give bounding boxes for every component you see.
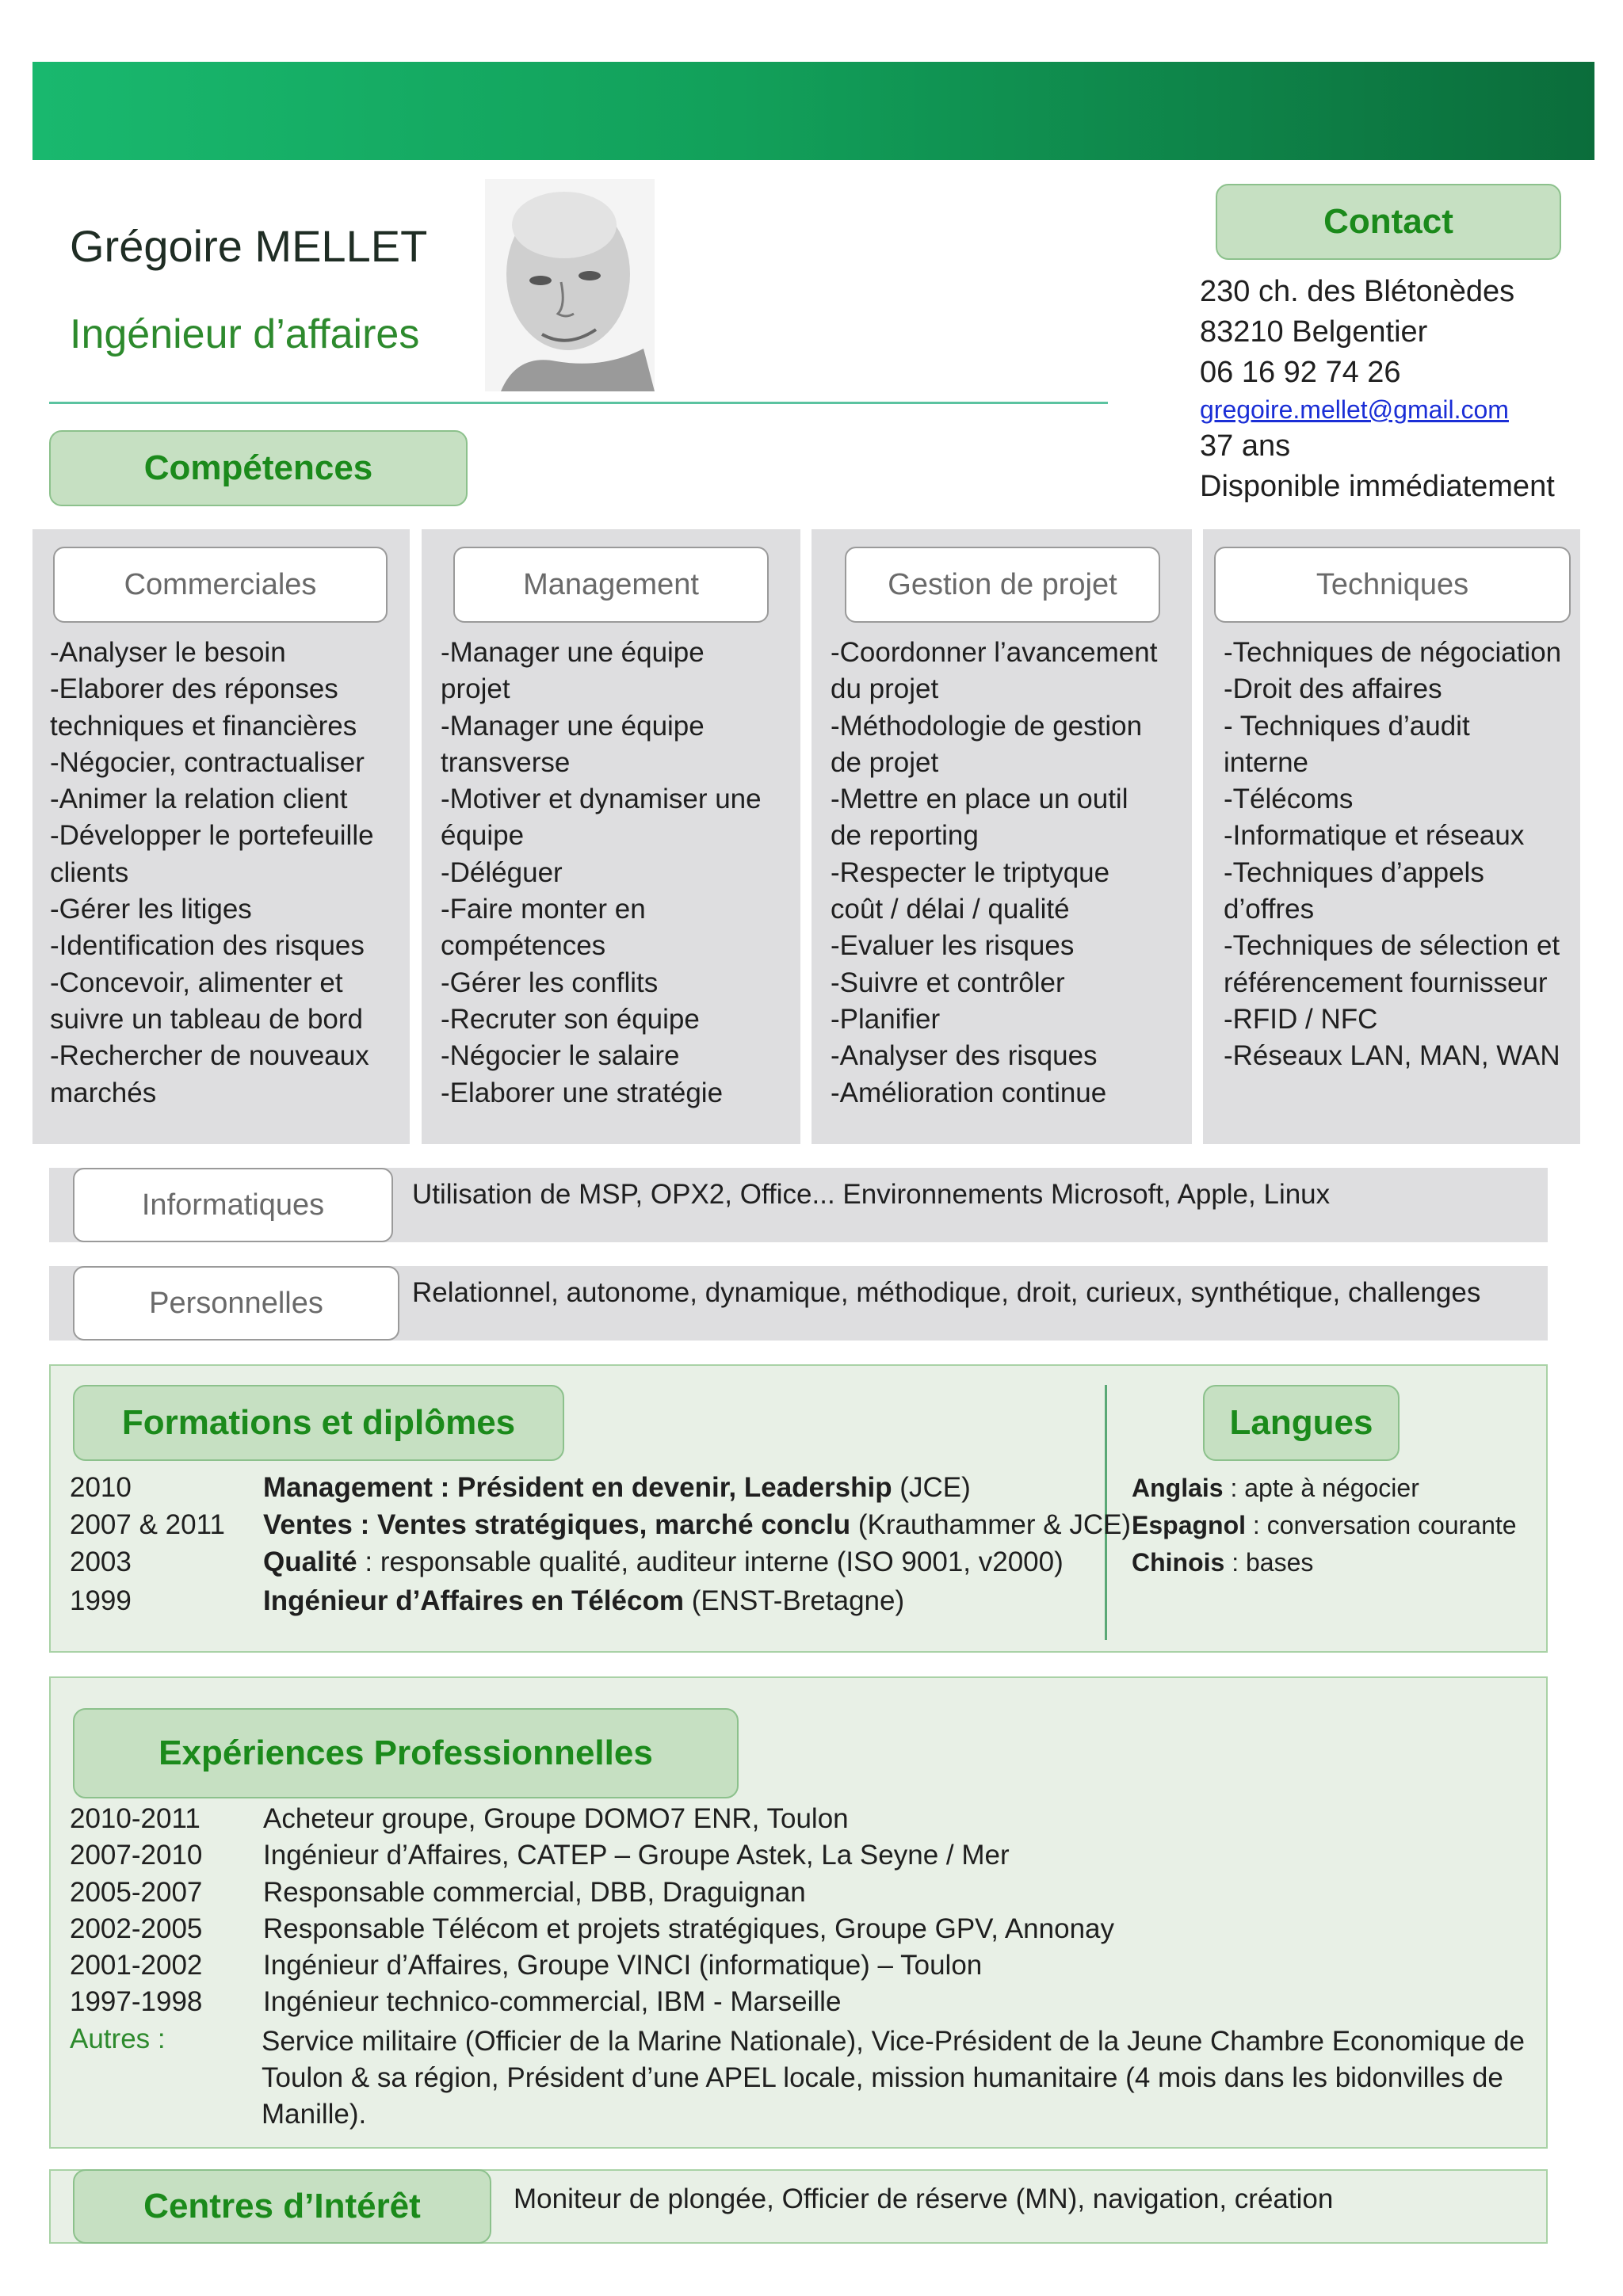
formation-year: 2007 & 2011 [70,1509,225,1540]
langue-level: : apte à négocier [1223,1474,1419,1502]
skill-line: compétences [441,930,606,962]
skill-column-commerciales [32,529,410,1144]
skill-line: équipe [441,820,525,852]
formation-detail: (Krauthammer & JCE) [850,1509,1132,1540]
experience-period: 2001-2002 [70,1950,203,1981]
experience-autres-line: Service militaire (Officier de la Marine Nationale), Vice-Président de la Jeune Chambre Economique de [262,2025,1525,2057]
formation-year: 1999 [70,1585,132,1616]
experience-text: Responsable Télécom et projets stratégiques, Groupe GPV, Annonay [263,1913,1114,1944]
formation-title: Management : Président en devenir, Leadership [263,1472,892,1503]
interets-heading: Centres d’Intérêt [73,2169,491,2244]
experience-period: 1997-1998 [70,1986,203,2018]
skill-line: -Analyser des risques [831,1040,1098,1072]
informatiques-row [49,1168,1548,1242]
skill-line: -Motiver et dynamiser une [441,784,762,815]
skill-line: projet [441,673,510,705]
personnelles-text: Relationnel, autonome, dynamique, méthodique, droit, curieux, synthétique, challenges [412,1277,1481,1308]
skill-line: -RFID / NFC [1224,1003,1378,1035]
formation-row [70,1547,1092,1585]
skill-line: -Déléguer [441,856,563,888]
experience-period: 2010-2011 [70,1803,200,1834]
experience-period: 2002-2005 [70,1913,203,1944]
skill-tab-label: Management [453,547,769,623]
skill-line: d’offres [1224,894,1315,925]
formation-year: 2010 [70,1472,132,1503]
langue-name: Espagnol [1132,1511,1247,1539]
experience-row [70,1840,1544,1876]
experience-row [70,1803,1544,1840]
skill-line: -Développer le portefeuille [50,820,374,852]
skill-line: -Négocier le salaire [441,1040,680,1072]
formation-year: 2003 [70,1547,132,1577]
personnelles-row [49,1266,1548,1341]
contact-phone: 06 16 92 74 26 [1200,356,1401,389]
formation-row [70,1509,1132,1547]
competences-heading: Compétences [49,430,468,506]
skill-line: -Coordonner l’avancement [831,637,1158,668]
contact-email-link[interactable]: gregoire.mellet@gmail.com [1200,395,1509,424]
skill-line: clients [50,856,129,888]
skill-line: -Elaborer une stratégie [441,1077,724,1108]
experience-row [70,1986,1544,2023]
skill-line: -Techniques de négociation [1224,637,1562,668]
skill-line: -Rechercher de nouveaux [50,1040,369,1072]
experiences-list [70,1803,1544,2134]
experience-period: 2005-2007 [70,1876,203,1908]
skill-list [441,635,762,1112]
personnelles-label: Personnelles [73,1266,399,1341]
skill-line: -Gérer les litiges [50,894,252,925]
langues-list [1132,1474,1544,1585]
skill-column-techniques [1203,529,1580,1144]
skill-line: marchés [50,1077,157,1108]
skill-tab-label: Gestion de projet [845,547,1160,623]
skill-line: - Techniques d’audit [1224,710,1470,742]
langue-row [1132,1474,1544,1511]
contact-address-line2: 83210 Belgentier [1200,315,1428,349]
skill-line: -Techniques de sélection et [1224,930,1560,962]
skill-line: de reporting [831,820,979,852]
skill-line: -Télécoms [1224,784,1354,815]
skill-line: -Elaborer des réponses [50,673,338,705]
formations-heading: Formations et diplômes [73,1385,564,1461]
skill-line: de projet [831,746,939,778]
formation-title: Qualité [263,1547,357,1577]
skill-line: -Suivre et contrôler [831,967,1065,998]
header-banner [32,62,1594,160]
experience-text: Ingénieur d’Affaires, Groupe VINCI (informatique) – Toulon [263,1950,983,1981]
skill-line: référencement fournisseur [1224,967,1548,998]
candidate-name: Grégoire MELLET [70,221,428,271]
contact-heading: Contact [1216,184,1561,260]
skill-line: -Identification des risques [50,930,365,962]
name-divider [49,402,1108,404]
skill-line: -Faire monter en [441,894,646,925]
skill-line: -Respecter le triptyque [831,856,1110,888]
skill-line: -Manager une équipe [441,637,705,668]
langue-level: : conversation courante [1246,1511,1517,1539]
skill-line: coût / délai / qualité [831,894,1070,925]
skill-line: suivre un tableau de bord [50,1003,363,1035]
skill-column-gestion-de-projet [812,529,1192,1144]
skill-list [1224,635,1561,1075]
skill-line: -Gérer les conflits [441,967,659,998]
formation-row [70,1585,1092,1623]
experience-autres-text [262,2023,1525,2134]
experiences-heading: Expériences Professionnelles [73,1708,739,1798]
experience-autres-label: Autres : [70,2023,166,2054]
formation-row [70,1472,1092,1509]
interets-text: Moniteur de plongée, Officier de réserve (MN), navigation, création [514,2183,1334,2214]
skill-tab-label: Techniques [1214,547,1571,623]
skill-line: -Droit des affaires [1224,673,1442,705]
langue-name: Chinois [1132,1548,1225,1577]
skill-line: du projet [831,673,939,705]
skill-line: -Animer la relation client [50,784,348,815]
experience-autres-line: Toulon & sa région, Président d’une APEL locale, mission humanitaire (4 mois dans les bidonvilles de [262,2062,1503,2094]
experience-row [70,1913,1544,1950]
experience-text: Responsable commercial, DBB, Draguignan [263,1876,806,1908]
skill-line: -Concevoir, alimenter et [50,967,343,998]
skill-list [50,635,374,1112]
experience-period: 2007-2010 [70,1840,203,1871]
contact-age: 37 ans [1200,429,1291,463]
job-title: Ingénieur d’affaires [70,311,420,357]
contact-availability: Disponible immédiatement [1200,470,1555,503]
experience-text: Acheteur groupe, Groupe DOMO7 ENR, Toulon [263,1803,849,1834]
skill-line: -Techniques d’appels [1224,856,1484,888]
experience-autres-row [70,2023,1544,2134]
skill-column-management [422,529,800,1144]
formations-list [70,1472,1132,1623]
formation-detail: (ENST-Bretagne) [683,1585,905,1616]
formation-title: Ventes : Ventes stratégiques, marché conclu [263,1509,851,1540]
experience-row [70,1950,1544,1986]
experience-row [70,1877,1544,1913]
skill-line: -Planifier [831,1003,941,1035]
skill-line: -Evaluer les risques [831,930,1075,962]
experience-text: Ingénieur technico-commercial, IBM - Marseille [263,1986,842,2018]
skill-line: techniques et financières [50,710,357,742]
experience-autres-line: Manille). [262,2099,367,2130]
skill-line: transverse [441,746,571,778]
langue-row [1132,1548,1544,1585]
contact-block [1200,272,1596,507]
profile-photo [485,179,655,391]
skill-list [831,635,1157,1112]
formation-title: Ingénieur d’Affaires en Télécom [263,1585,684,1616]
contact-address-line1: 230 ch. des Blétonèdes [1200,275,1515,308]
skill-tab-label: Commerciales [53,547,388,623]
langues-heading: Langues [1203,1385,1400,1461]
skill-line: -Amélioration continue [831,1077,1107,1108]
formation-detail: : responsable qualité, auditeur interne (ISO 9001, v2000) [357,1547,1064,1577]
skill-line: -Mettre en place un outil [831,784,1128,815]
skill-line: -Recruter son équipe [441,1003,700,1035]
langue-name: Anglais [1132,1474,1224,1502]
skill-line: -Analyser le besoin [50,637,286,668]
formation-detail: (JCE) [892,1472,971,1503]
skill-line: interne [1224,746,1309,778]
informatiques-text: Utilisation de MSP, OPX2, Office... Environnements Microsoft, Apple, Linux [412,1179,1331,1210]
informatiques-label: Informatiques [73,1168,393,1242]
langue-row [1132,1511,1544,1548]
skill-line: -Réseaux LAN, MAN, WAN [1224,1040,1560,1072]
skill-line: -Négocier, contractualiser [50,746,365,778]
langue-level: : bases [1224,1548,1314,1577]
skill-line: -Informatique et réseaux [1224,820,1525,852]
skill-line: -Méthodologie de gestion [831,710,1143,742]
skill-line: -Manager une équipe [441,710,705,742]
experience-text: Ingénieur d’Affaires, CATEP – Groupe Astek, La Seyne / Mer [263,1840,1010,1871]
